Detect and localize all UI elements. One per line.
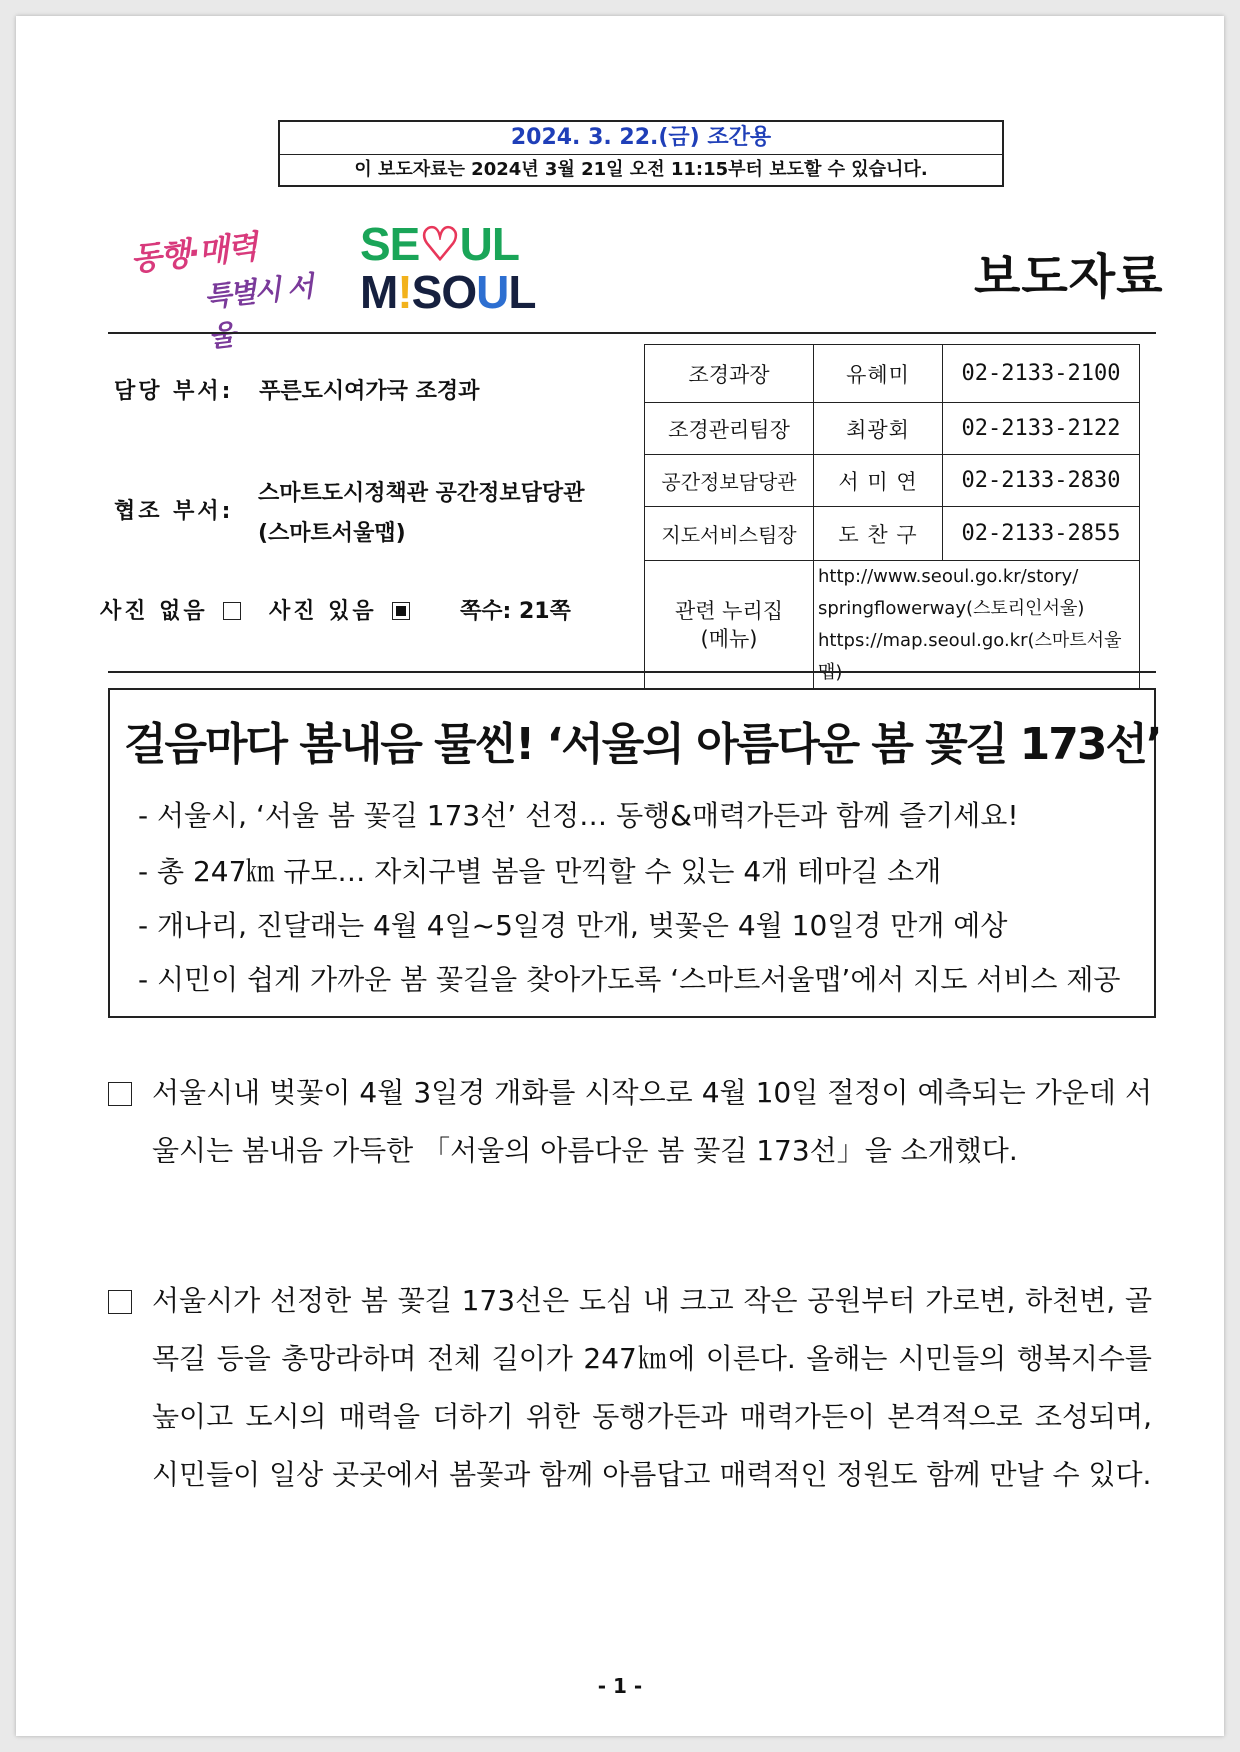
related-url-line[interactable]: https://map.seoul.go.kr(스마트서울맵) bbox=[818, 630, 1122, 683]
coop-label: 협조 부서: bbox=[114, 499, 234, 524]
related-url-line[interactable]: http://www.seoul.go.kr/story/ bbox=[818, 566, 1079, 587]
dept-row bbox=[114, 374, 479, 405]
subpoint: - 개나리, 진달래는 4월 4일~5일경 만개, 벚꽃은 4월 10일경 만개 예상 bbox=[138, 909, 1008, 942]
contact-row: 지도서비스팀장 도 찬 구 02-2133-2855 bbox=[645, 507, 1140, 561]
page-number: - 1 - bbox=[597, 1674, 643, 1698]
photo-row bbox=[100, 594, 571, 625]
header-divider bbox=[108, 332, 1156, 334]
section-divider bbox=[108, 671, 1156, 673]
heart-icon: ♡ bbox=[419, 218, 460, 270]
paragraph-text: 서울시내 벚꽃이 4월 3일경 개화를 시작으로 4월 10일 절정이 예측되는 가운데 서울시는 봄내음 가득한 「서울의 아름다운 봄 꽃길 173선」을 소개했다. bbox=[152, 1076, 1152, 1167]
paragraph-text: 서울시가 선정한 봄 꽃길 173선은 도심 내 크고 작은 공원부터 가로변, 하천변, 골목길 등을 총망라하며 전체 길이가 247㎞에 이른다. 올해는 시민들의 행복지수를 높이고 도시의 매력을 더하기 위한 동행가든과 매력가든이 본격적으로 조성되며, 시민들이 일상 곳곳에서 봄꽃과 함께 아름답고 매력적인 정원도 함께 만날 수 있다. bbox=[152, 1284, 1152, 1491]
seoul-logo-row1: SE ♡ UL bbox=[360, 218, 519, 270]
slogan-logo-line1: 동행·매력 bbox=[128, 227, 258, 279]
slogan-logo-line2: 특별시 서울 bbox=[202, 269, 314, 354]
document-page bbox=[16, 16, 1224, 1736]
subpoint: - 총 247㎞ 규모… 자치구별 봄을 만끽할 수 있는 4개 테마길 소개 bbox=[138, 855, 942, 888]
slogan-logo bbox=[128, 227, 316, 354]
bullet-box-icon bbox=[108, 1082, 132, 1106]
photo-none-label: 사진 없음 bbox=[100, 599, 208, 624]
dept-label: 담당 부서: bbox=[114, 379, 234, 404]
page-count: 쪽수: 21쪽 bbox=[460, 599, 571, 624]
seoul-my-soul-logo bbox=[360, 218, 536, 320]
subpoint: - 서울시, ‘서울 봄 꽃길 173선’ 선정… 동행&매력가든과 함께 즐기세요! bbox=[138, 799, 1019, 832]
coop-value bbox=[258, 474, 584, 554]
photo-yes-checkbox bbox=[392, 602, 410, 620]
subpoint: - 시민이 쉽게 가까운 봄 꽃길을 찾아가도록 ‘스마트서울맵’에서 지도 서비스 제공 bbox=[138, 963, 1121, 996]
embargo-date: 2024. 3. 22.(금) 조간용 bbox=[280, 122, 1002, 155]
headline: 걸음마다 봄내음 물씬! ‘서울의 아름다운 봄 꽃길 173선’ bbox=[124, 719, 1161, 770]
contact-row: 조경과장 유혜미 02-2133-2100 bbox=[645, 345, 1140, 403]
related-site-label: 관련 누리집 (메뉴) bbox=[645, 561, 814, 690]
contact-row: 조경관리팀장 최광회 02-2133-2122 bbox=[645, 403, 1140, 455]
photo-none-checkbox bbox=[223, 602, 241, 620]
coop-value-line1: 스마트도시정책관 공간정보담당관 bbox=[258, 481, 585, 506]
embargo-box bbox=[278, 120, 1004, 187]
bullet-box-icon bbox=[108, 1290, 132, 1314]
photo-yes-label: 사진 있음 bbox=[269, 599, 377, 624]
embargo-note: 이 보도자료는 2024년 3월 21일 오전 11:15부터 보도할 수 있습니다. bbox=[354, 159, 928, 180]
contact-row: 공간정보담당관 서 미 연 02-2133-2830 bbox=[645, 455, 1140, 507]
related-url-line[interactable]: springflowerway(스토리인서울) bbox=[818, 598, 1085, 619]
headline-box bbox=[108, 688, 1161, 1018]
contact-table bbox=[644, 344, 1140, 690]
document-type-title: 보도자료 bbox=[974, 249, 1164, 305]
dept-value: 푸른도시여가국 조경과 bbox=[259, 379, 480, 404]
seoul-logo-row2: M ! SO U L bbox=[360, 266, 536, 318]
coop-value-line2: (스마트서울맵) bbox=[258, 521, 406, 546]
